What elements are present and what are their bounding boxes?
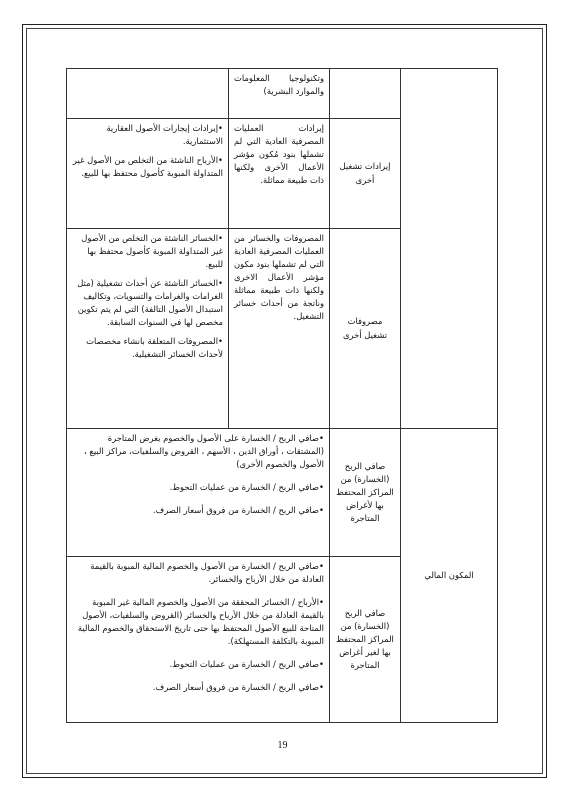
label-cell: [330, 69, 401, 119]
list-item: • الأرباح الناشئة من التخلص من الأصول غير المتداولة المبوبة كأصول محتفظ بها للبيع.: [72, 154, 223, 180]
label-cell: إيرادات تشغيل أخرى: [330, 119, 401, 229]
table-row: [67, 69, 498, 119]
page-number: 19: [277, 740, 288, 751]
items-cell: [67, 429, 330, 557]
list-item: • صافي الربح / الخسارة على الأصول والخصوم بغرض المتاجرة (المشتقات ، أوراق الدين ، الأسهم ، القروض والسلفيات، مراكز البيع ، الأصول والخصوم الأخرى): [72, 432, 324, 471]
group-cell-empty: [401, 69, 498, 429]
table-row: [67, 429, 498, 557]
items-cell: [67, 229, 229, 429]
group-cell-financial: المكون المالي: [401, 429, 498, 723]
label-cell: صافي الربح (الخسارة) من المراكز المحتفظ بها لغير أغراض المتاجرة: [330, 557, 401, 723]
list-item: • الأرباح / الخسائر المحققة من الأصول والخصوم المالية غير المبوبة بالقيمة العادلة من خلال الأرباح والخسائر (القروض والسلفيات، الأصول المتاحة للبيع الأصول المحتفظ بها حتى تاريخ الاستحقاق والخصوم المالية المبوبة بالتكلفة المستهلكة).: [72, 596, 324, 648]
items-cell: [67, 557, 330, 723]
label-cell: صافي الربح (الخسارة) من المراكز المحتفظ بها لأغراض المتاجرة: [330, 429, 401, 557]
description-cell: المصروفات والخسائر من العمليات المصرفية العادية التي لم تشملها بنود مكون مؤشر الأعمال الاخرى ولكنها ذات طبيعة مماثلة وناتجة من أحداث خسائر التشغيل.: [229, 229, 330, 429]
items-cell: [67, 69, 229, 119]
list-item: • الخسائر الناشئة عن أحداث تشغيلية (مثل الغرامات والغرامات والتسويات، وتكاليف استبدال الأصول التالفة) التي لم يتم تكوين مخصص لها في السنوات السابقة.: [72, 277, 223, 329]
list-item: • صافي الربح / الخسارة من عمليات التحوط.: [72, 658, 324, 671]
list-item: • صافي الربح / الخسارة من الأصول والخصوم المالية المبوبة بالقيمة العادلة من خلال الأرباح والخسائر.: [72, 560, 324, 586]
list-item: • المصروفات المتعلقة بانشاء مخصصات لأحداث الخسائر التشغيلية.: [72, 335, 223, 361]
items-cell: [67, 119, 229, 229]
list-item: • الخسائر الناشئة من التخلص من الأصول غير المتداولة المبوبة كأصول محتفظ بها للبيع.: [72, 232, 223, 271]
list-item: • صافي الربح / الخسارة من فروق أسعار الصرف.: [72, 681, 324, 694]
list-item: • إيرادات إيجارات الأصول العقارية الاستثمارية.: [72, 122, 223, 148]
description-cell: إيرادات العمليات المصرفية العادية التي لم تشملها بنود مُكون مؤشر الأعمال الأخرى ولكنها ذات طبيعة مماثلة.: [229, 119, 330, 229]
list-item: • صافي الربح / الخسارة من فروق أسعار الصرف.: [72, 504, 324, 517]
business-indicator-table: [66, 68, 498, 723]
list-item: • صافي الربح / الخسارة من عمليات التحوط.: [72, 481, 324, 494]
description-cell: وتكنولوجيا المعلومات والموارد البشرية): [229, 69, 330, 119]
label-cell: مصروفات تشغيل أخرى: [330, 229, 401, 429]
